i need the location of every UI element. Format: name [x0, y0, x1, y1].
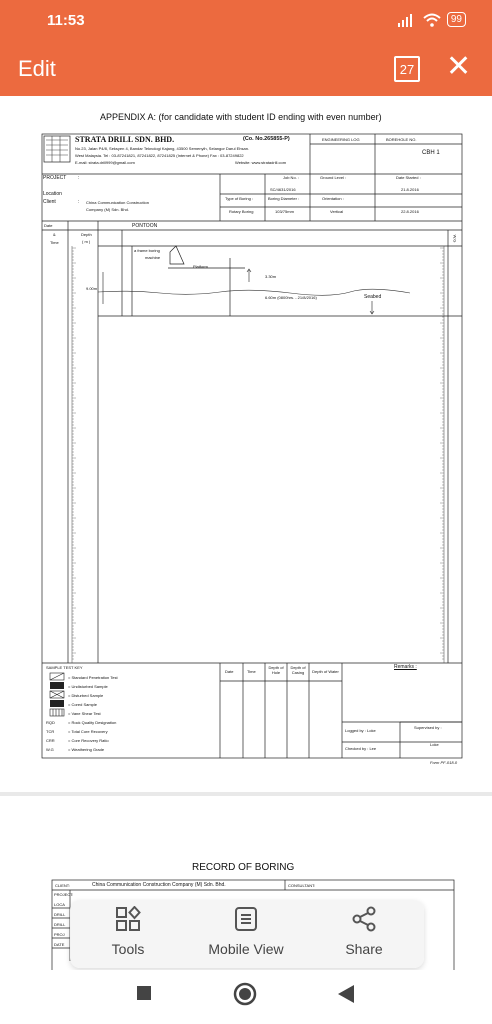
document-page-1: [0, 96, 492, 792]
page-indicator-icon[interactable]: 27: [394, 56, 420, 82]
tools-label: Tools: [111, 941, 145, 957]
log-col-depth-casing: Depth of Casing: [290, 665, 306, 675]
tools-icon: [115, 906, 141, 932]
boring-diameter: 103/75mm: [275, 209, 294, 214]
status-bar: [0, 0, 492, 44]
sample-key-symbol: TCR: [46, 729, 55, 734]
orientation-label: Orientation :: [322, 196, 344, 201]
company-name: STRATA DRILL SDN. BHD.: [75, 135, 175, 144]
sample-key-text: = Core Recovery Ratio: [68, 738, 109, 743]
share-icon: [351, 906, 377, 932]
sample-key-item: [46, 675, 216, 680]
document-viewer[interactable]: [0, 96, 492, 970]
sample-key-item: [46, 729, 216, 734]
wg-label: W.G: [452, 234, 458, 243]
log-col-depth-water: Depth of Water: [312, 669, 339, 674]
location-label: Location: [43, 191, 62, 197]
page2-row-label: DRILL: [54, 912, 66, 917]
sample-key-text: = Rock Quality Designation: [68, 720, 117, 725]
amp-col-label: &: [53, 232, 56, 237]
sample-key-text: = Disturbed Sample: [68, 693, 104, 698]
dim-9-00m: 9.00m: [86, 286, 98, 291]
sample-key-item: [46, 693, 216, 698]
boring-diameter-label: Boring Diameter :: [268, 196, 300, 201]
remarks-label: Remarks :: [394, 664, 417, 670]
page2-row-label: PROJ: [54, 932, 65, 937]
sample-key-text: = Vane Shear Test: [68, 711, 101, 716]
date-started: 21.8.2016: [401, 187, 419, 192]
supervised-by-label: Supervised by :: [414, 725, 442, 730]
sample-key-symbol: W.G: [46, 747, 54, 752]
back-icon[interactable]: [338, 985, 354, 1003]
depth-unit-label: ( m ): [82, 239, 91, 244]
machine-note-2: machine: [145, 255, 161, 260]
status-time: 11:53: [47, 12, 85, 29]
client-line-2: Company (M) Sdn. Bhd.: [86, 207, 129, 212]
website: Website: www.stratadrill.com: [235, 160, 287, 165]
date-ended: 22.8.2016: [401, 209, 419, 214]
sample-test-key-title: SAMPLE TEST KEY: [46, 665, 83, 670]
sample-key-text: = Total Core Recovery: [68, 729, 108, 734]
sample-key-text: = Undisturbed Sample: [68, 684, 108, 689]
orientation: Vertical: [330, 209, 344, 214]
job-no: SC/4631/2016: [270, 187, 296, 192]
sample-key-item: [46, 747, 216, 752]
sample-key-item: [46, 711, 216, 716]
address-line-2: West Malaysia. Tel : 03-87241821, 87241822, 87241825 (Internet & Phone) Fax : 03-87249822: [75, 153, 244, 158]
seabed-label: Seabed: [364, 294, 382, 300]
checked-by: Checked by : Lee: [345, 746, 377, 751]
sample-key-item: [46, 684, 216, 689]
client-label: Client: [43, 199, 56, 205]
log-col-date: Date: [225, 669, 234, 674]
pontoon-label: PONTOON: [132, 223, 158, 229]
depth-col-label: Depth: [81, 232, 92, 237]
engineering-log-label: ENGINEERING LOG: [322, 137, 360, 142]
app-bar: [0, 44, 492, 96]
dim-6-60m: 6.60m (0800hrs. - 21/8/2016): [265, 295, 317, 300]
borehole-no: CBH 1: [422, 150, 440, 156]
share-label: Share: [345, 941, 383, 957]
mobile-view-button[interactable]: [196, 906, 296, 957]
sample-key-text: = Standard Penetration Test: [68, 675, 118, 680]
bottom-toolbar: [70, 900, 424, 968]
wifi-icon: [423, 13, 441, 27]
signal-icon: [397, 13, 417, 27]
logged-by: Logged by : Loke: [345, 728, 376, 733]
sample-key-symbol: RQD: [46, 720, 55, 725]
log-col-time: Time: [247, 669, 256, 674]
date-col-label: Date: [44, 223, 53, 228]
page2-row-label: PROJECT:: [54, 892, 74, 897]
project-label: PROJECT: [43, 175, 67, 181]
address-line-1: No.23, Jalan P4/8, Seksyen 4, Bandar Teknologi Kajang, 43500 Semenyih, Selangor Darul Ehsan.: [75, 146, 250, 151]
client-line-1: China Communication Construction: [86, 200, 149, 205]
system-nav-bar: [0, 970, 492, 1024]
form-number: Form PF-018-0: [430, 760, 458, 765]
sample-key-item: [46, 738, 216, 743]
recents-icon[interactable]: [137, 986, 151, 1000]
home-icon[interactable]: [233, 982, 257, 1006]
page2-row-label: DATE: [54, 942, 65, 947]
dim-3-30m: 3.30m: [265, 274, 277, 279]
sample-key-item: [46, 720, 216, 725]
page2-row-label: LOCA: [54, 902, 65, 907]
battery-icon: 99: [447, 12, 466, 27]
job-no-label: Job No. :: [283, 175, 300, 180]
ground-level-label: Ground Level :: [320, 175, 347, 180]
sample-key-item: [46, 702, 216, 707]
page2-client-label: CLIENT:: [55, 883, 70, 888]
client-colon: :: [78, 199, 80, 205]
supervisor: Loke: [430, 742, 439, 747]
share-button[interactable]: [314, 906, 414, 957]
company-number: (Co. No.265855-P): [243, 136, 290, 142]
project-colon: :: [78, 175, 80, 181]
page2-consultant-label: CONSULTANT:: [288, 883, 316, 888]
platform-label: Platform: [193, 264, 208, 269]
mobile-view-label: Mobile View: [208, 941, 284, 957]
type-of-boring: Rotary Boring: [229, 209, 254, 214]
appendix-heading: APPENDIX A: (for candidate with student ID ending with even number): [100, 112, 382, 122]
sample-key-text: = Weathering Grade: [68, 747, 105, 752]
close-icon[interactable]: ✕: [446, 50, 472, 83]
mobile-view-icon: [233, 906, 259, 932]
borehole-no-label: BOREHOLE NO.: [386, 137, 417, 142]
address-line-3: E-mail: strata.drill999@gmail.com: [75, 160, 135, 165]
sample-key-symbol: CRR: [46, 738, 55, 743]
status-icons: [397, 12, 466, 27]
sample-key-text: = Cored Sample: [68, 702, 98, 707]
edit-title[interactable]: Edit: [18, 56, 56, 81]
time-col-label: Time: [50, 240, 59, 245]
record-of-boring-title: RECORD OF BORING: [192, 862, 295, 873]
page2-row-label: DRILL: [54, 922, 66, 927]
page2-client: China Communication Construction Company (M) Sdn. Bhd.: [92, 882, 226, 888]
tools-button[interactable]: [78, 906, 178, 957]
log-col-depth-hole: Depth of Hole: [268, 665, 284, 675]
machine-note-1: a frame boring: [134, 248, 160, 253]
type-of-boring-label: Type of Boring :: [225, 196, 254, 201]
date-started-label: Date Started :: [396, 175, 421, 180]
